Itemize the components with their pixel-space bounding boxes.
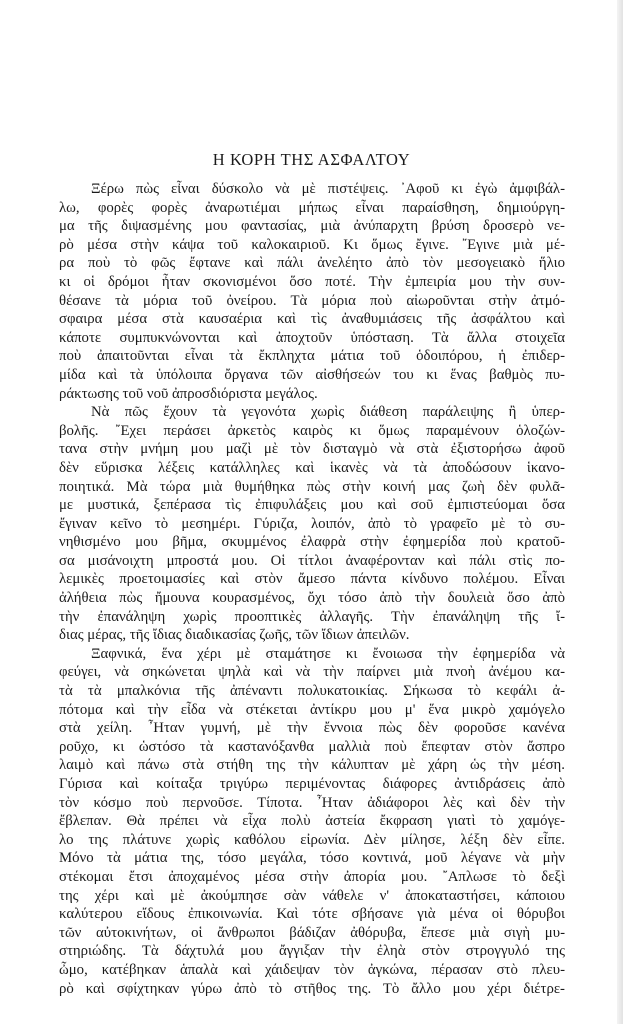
text-line: λαιμὸ καὶ πάνω στὰ στήθη της τὴν κάλυπταν μὲ χάρη ὡς τὴν μέση. bbox=[59, 757, 565, 774]
text-line: ράκτωσης τοῦ νοῦ ἀπροσδιόριστα μεγάλος. bbox=[59, 385, 318, 402]
text-line: Μόνο τὰ μάτια της, τόσο μεγάλα, τόσο κοντινά, μοῦ λέγανε νὰ μὴν bbox=[59, 850, 565, 867]
text-line: στηριώδης. Τὰ δάχτυλά μου ἄγγιξαν τὴν ἐληὰ στὸν στρογγυλό της bbox=[59, 943, 565, 960]
text-line: λεμικὲς προετοιμασίες καὶ στὸν ἄμεσο πάντα κίνδυνο πολέμου. Εἶναι bbox=[59, 571, 565, 588]
text-line: ποὺ ἀπαιτοῦνται εἶναι τὰ ἔκπληχτα μάτια τοῦ ὁδοιπόρου, ἡ ἐπιδερ- bbox=[59, 348, 565, 365]
text-line: ροῦχο, κι ὡστόσο τὰ καστανόξανθα μαλλιὰ ποὺ ἔπεφταν στὸν ἄσπρο bbox=[59, 738, 565, 755]
text-line: ὦμο, κατέβηκαν ἁπαλὰ καὶ χάιδεψαν τὸν ἀγκώνα, πέρασαν στὸ πλευ- bbox=[59, 961, 565, 978]
text-line: τὸν κόσμο ποὺ περνοῦσε. Τίποτα. ῏Ηταν ἀδιάφοροι λὲς καὶ δὲν τὴν bbox=[59, 794, 565, 811]
text-line: ρα ποὺ τὸ φῶς ἔφτανε καὶ πάλι ἀνελέητο ἀπὸ τὸν μεσογειακὸ ἥλιο bbox=[59, 255, 565, 272]
text-line: ἔβλεπαν. Θὰ πρέπει νὰ εἶχα πολὺ ἀστεία ἔκφραση γιατὶ τὸ χαμόγε- bbox=[59, 813, 565, 830]
text-line: ρὸ καὶ σφίχτηκαν γύρω ἀπὸ τὸ στῆθος της. Τὸ ἄλλο μου χέρι διέτρε- bbox=[59, 980, 565, 997]
text-line: ἔγιναν κεῖνο τὸ μεσημέρι. Γύριζα, λοιπόν, ἀπὸ τὸ γραφεῖο μὲ τὸ συ- bbox=[59, 515, 565, 532]
text-line: πότομα καὶ τὴν εἶδα νὰ στέκεται ἀντίκρυ μου μ' ἕνα μικρὸ χαμόγελο bbox=[59, 701, 565, 718]
text-line: κάποτε συμπυκνώνονται καὶ ἀποχτοῦν ὑπόσταση. Τὰ ἄλλα στοιχεῖα bbox=[59, 329, 565, 346]
text-line: τὰ τὰ μπαλκόνια τῆς ἀπέναντι πολυκατοικίας. Σήκωσα τὸ κεφάλι ἀ- bbox=[59, 683, 565, 700]
text-line: Νὰ πῶς ἔχουν τὰ γεγονότα χωρὶς διάθεση παράλειψης ἢ ὑπερ- bbox=[91, 404, 565, 421]
text-line: με μυστικά, ξεπέρασα τὶς ἐπιφυλάξεις μου καὶ σοῦ ἐμπιστεύομαι ὅσα bbox=[59, 497, 565, 514]
text-line: καλύτερου εἴδους ἐπικοινωνία. Καὶ τότε σβήσανε γιὰ μένα οἱ θόρυβοι bbox=[59, 906, 565, 923]
text-line: φεύγει, νὰ σηκώνεται ψηλὰ καὶ νὰ τὴν παίρνει μιὰ πνοὴ ἀνέμου κα- bbox=[59, 664, 565, 681]
text-line: τὴν ἐπανάληψη χωρὶς προοπτικὲς ἀλλαγῆς. Τὴν ἐπανάληψη τῆς ἴ- bbox=[59, 608, 565, 625]
text-line: σα μισάνοιχτη μπροστά μου. Οἱ τίτλοι ἀναφέρονταν καὶ πάλι στὶς πο- bbox=[59, 552, 565, 569]
text-line: της χέρι καὶ μὲ ἀκούμπησε σὰν νάθελε ν' ἀποκαταστήσει, κάποιου bbox=[59, 887, 565, 904]
text-line: στὰ χείλη. ῏Ηταν γυμνή, μὲ τὴν ἔννοια πὼς δὲν φοροῦσε κανένα bbox=[59, 720, 565, 737]
text-line: ρὸ μέσα στὴν κάψα τοῦ καλοκαιριοῦ. Κι ὅμως ἔγινε. ῎Εγινε μιὰ μέ- bbox=[59, 236, 565, 253]
text-line: Γύρισα καὶ κοίταξα τριγύρω περιμένοντας διάφορες ἀντιδράσεις ἀπὸ bbox=[59, 776, 565, 792]
text-line: διας μέρας, τῆς ἴδιας διαδικασίας ζωῆς, τῶν ἴδιων ἀπειλῶν. bbox=[59, 627, 410, 644]
text-line: θέσανε τὰ μόρια τοῦ ὀνείρου. Τὰ μόρια ποὺ αἰωροῦνται στὴν ἀτμό- bbox=[59, 292, 565, 309]
text-line: Ξέρω πὼς εἶναι δύσκολο νὰ μὲ πιστέψεις. ᾿Αφοῦ κι ἐγὼ ἀμφιβάλ- bbox=[91, 181, 565, 197]
story-body bbox=[59, 180, 565, 998]
text-line: μίδα καὶ τὰ ὑπόλοιπα ὄργανα τῶν αἰσθήσεών του κι ἕνας βαθμὸς πυ- bbox=[59, 366, 565, 383]
text-line: τῶν αὐτοκινήτων, οἱ ἄνθρωποι βάδιζαν ἀθόρυβα, ἔπεσε μιὰ σιγὴ μυ- bbox=[59, 924, 565, 941]
text-line: σφαιρα μέσα στὰ καυσαέρια καὶ τὶς ἀναθυμιάσεις τῆς ἀσφάλτου καὶ bbox=[59, 311, 565, 328]
text-line: δὲν εὕρισκα λέξεις κατάλληλες καὶ ἱκανὲς νὰ τὰ ἀποδώσουν ἱκανο- bbox=[59, 459, 565, 476]
text-line: νηθισμένο μου βῆμα, σκυμμένος ἐλαφρὰ στὴν ἐφημερίδα ποὺ κρατοῦ- bbox=[59, 534, 565, 551]
text-line: στέκομαι ἔτσι ἀποχαμένος μέσα στὴν ἀπορία μου. ῎Απλωσε τὸ δεξὶ bbox=[59, 868, 565, 885]
text-line: λω, φορὲς φορὲς ἀναρωτιέμαι μήπως εἶναι παραίσθηση, δημιούργη- bbox=[59, 199, 565, 216]
text-line: λο της πλάτυνε χωρὶς καθόλου εἰρωνία. Δὲν μίλησε, λέξη δὲν εἶπε. bbox=[59, 831, 565, 848]
text-line: βολῆς. ῎Εχει περάσει ἀρκετὸς καιρὸς κι ὅμως παραμένουν ὁλοζών- bbox=[59, 422, 565, 439]
text-line: ἀλήθεια πὼς ἤμουνα κουρασμένος, ὄχι τόσο ἀπὸ τὴν δουλειὰ ὅσο ἀπὸ bbox=[59, 590, 565, 607]
page-edge bbox=[617, 0, 623, 1024]
text-line: τανα στὴν μνήμη μου μαζὶ μὲ τὸν δισταγμὸ νὰ στὰ ἐξιστορήσω ἀφοῦ bbox=[59, 441, 565, 458]
text-line: μα τῆς διψασμένης μου φαντασίας, μιὰ ἀνύπαρχτη βρύση δροσερὸ νε- bbox=[59, 218, 565, 235]
text-line: κι οἱ δρόμοι ἦταν σκονισμένοι ὅσο ποτέ. Τὴν ἐμπειρία μου τὴν συν- bbox=[59, 273, 565, 290]
text-line: ποιητικά. Μὰ τώρα μιὰ θυμήθηκα πὼς στὴν κοινή μας ζωὴ δὲν φυλᾶ- bbox=[59, 478, 565, 495]
text-line: Ξαφνικά, ἕνα χέρι μὲ σταμάτησε κι ἔνοιωσα τὴν ἐφημερίδα νὰ bbox=[91, 645, 565, 662]
story-title: Η ΚΟΡΗ ΤΗΣ ΑΣΦΑΛΤΟΥ bbox=[212, 150, 411, 169]
